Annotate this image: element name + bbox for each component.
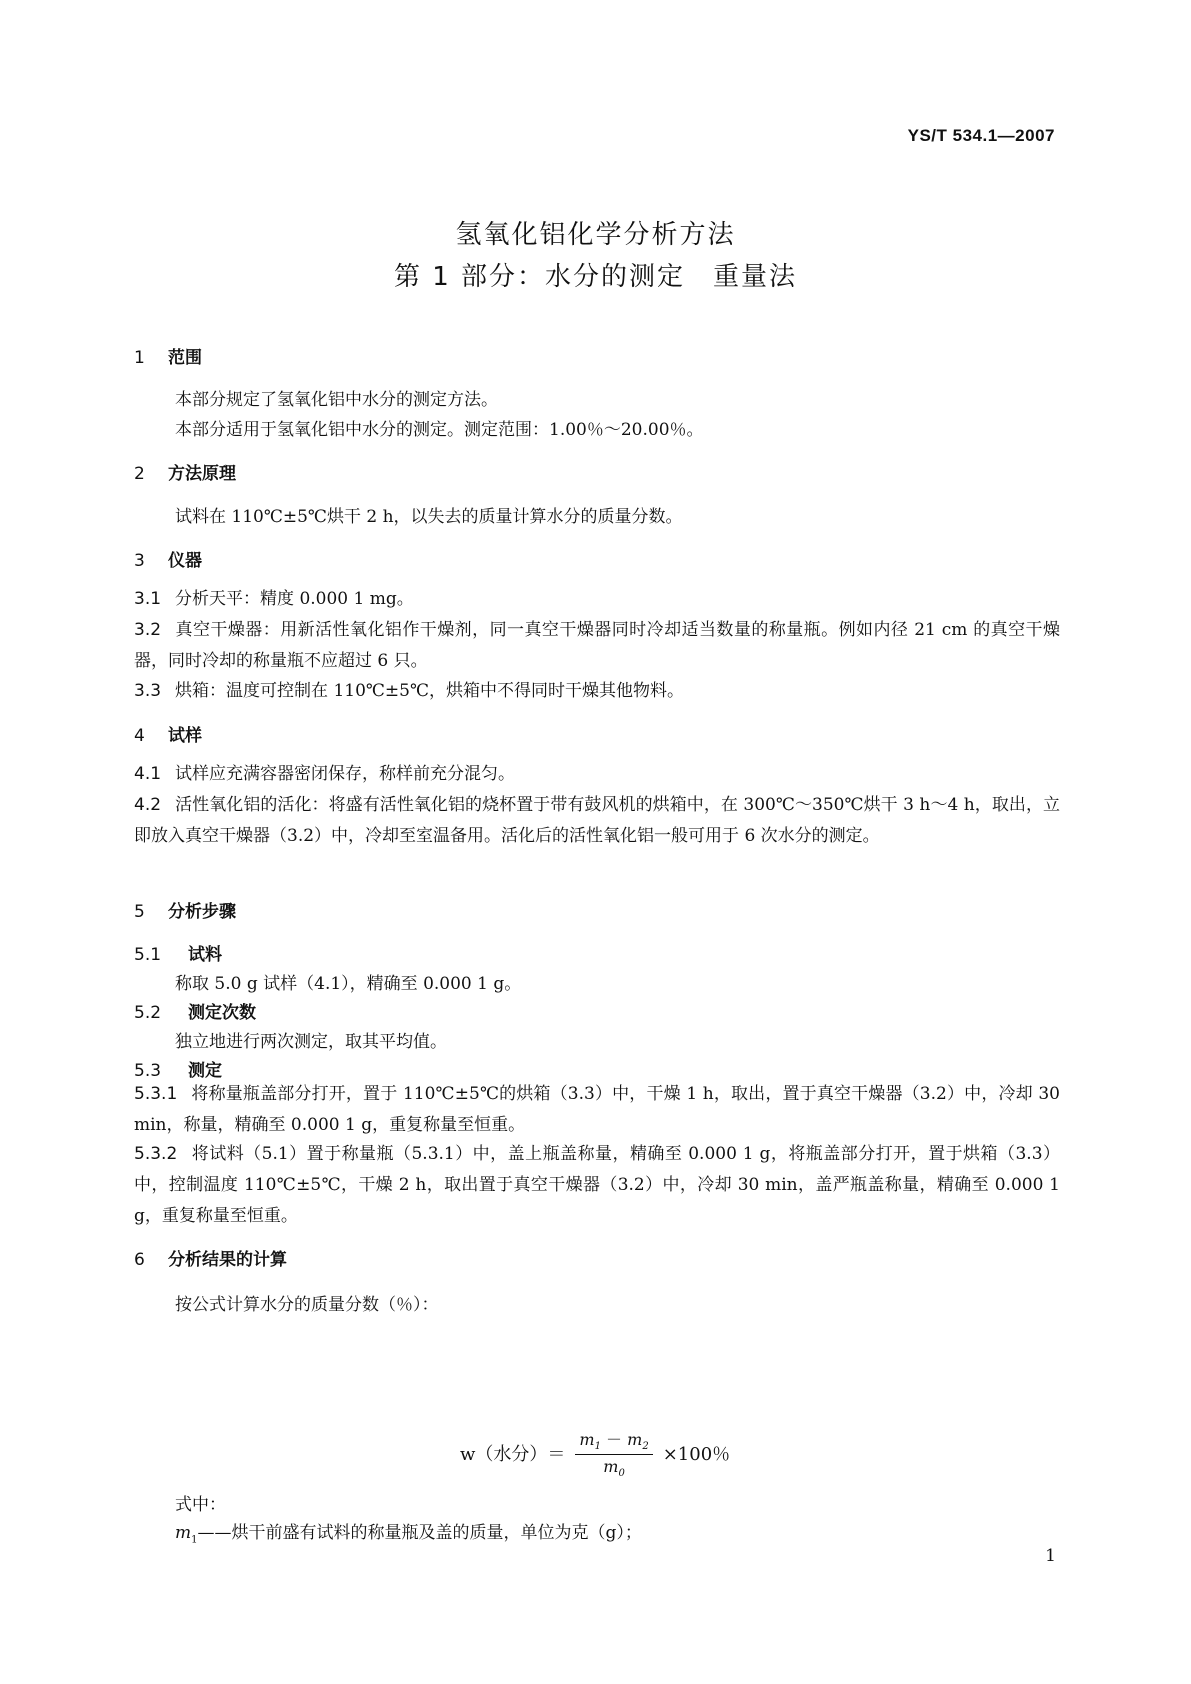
clause <box>134 615 1060 677</box>
clause <box>134 790 1060 852</box>
section-title: 仪器 <box>168 551 202 571</box>
definition-text: ——烘干前盛有试料的称量瓶及盖的质量，单位为克（g）； <box>197 1523 642 1543</box>
clause <box>134 676 1060 707</box>
clause-number: 3.2 <box>134 620 162 640</box>
subsection-heading <box>134 1056 222 1081</box>
clause <box>134 1139 1060 1232</box>
standard-code: YS/T 534.1—2007 <box>907 126 1055 145</box>
section-heading <box>134 459 236 484</box>
document-title: 氢氧化铝化学分析方法 <box>455 220 736 250</box>
symbol-definition <box>175 1518 642 1545</box>
section-title: 方法原理 <box>168 464 236 484</box>
paragraph: 独立地进行两次测定，取其平均值。 <box>175 1032 447 1052</box>
section-number: 3 <box>134 551 145 571</box>
subsection-title: 试料 <box>188 945 222 965</box>
clause <box>134 1079 1060 1141</box>
section-heading <box>134 721 202 746</box>
section-title: 分析步骤 <box>168 902 236 922</box>
section-title: 分析结果的计算 <box>168 1250 287 1270</box>
clause <box>134 759 1060 790</box>
clause-number: 3.3 <box>134 681 162 701</box>
formula-fraction <box>575 1427 652 1479</box>
paragraph: 试料在 110℃±5℃烘干 2 h，以失去的质量计算水分的质量分数。 <box>175 507 683 527</box>
section-number: 6 <box>134 1250 145 1270</box>
section-number: 1 <box>134 348 145 368</box>
subsection-title: 测定 <box>188 1061 222 1081</box>
symbol: m <box>175 1523 192 1543</box>
clause-number: 3.1 <box>134 589 162 609</box>
paragraph: 本部分适用于氢氧化铝中水分的测定。测定范围：1.00％～20.00％。 <box>175 420 704 440</box>
section-heading <box>134 546 202 571</box>
clause <box>134 584 1060 615</box>
section-heading <box>134 343 202 368</box>
clause-number: 4.1 <box>134 764 162 784</box>
subsection-heading <box>134 998 256 1023</box>
paragraph: 称取 5.0 g 试样（4.1），精确至 0.000 1 g。 <box>175 974 522 994</box>
section-title: 范围 <box>168 348 202 368</box>
formula-tail: ×100％ <box>662 1444 731 1465</box>
clause-number: 4.2 <box>134 795 162 815</box>
paragraph: 式中： <box>175 1495 226 1515</box>
clause-text: 将试料（5.1）置于称量瓶（5.3.1）中，盖上瓶盖称量，精确至 0.000 1 g，将瓶盖部分打开，置于烘箱（3.3）中，控制温度 110℃±5℃，干燥 2 h，取出置于真空干燥器（3.2）中，冷却 30 min，盖严瓶盖称量，精确至 0.000 1 g，重复称量至恒重。 <box>134 1144 1060 1226</box>
section-heading <box>134 897 236 922</box>
document-subtitle: 第 1 部分：水分的测定 重量法 <box>393 262 798 292</box>
paragraph: 本部分规定了氢氧化铝中水分的测定方法。 <box>175 390 498 410</box>
moisture-formula <box>460 1428 730 1478</box>
symbol-subscript: 1 <box>191 1534 198 1546</box>
subsection-number: 5.2 <box>134 1003 162 1023</box>
section-number: 4 <box>134 726 145 746</box>
formula-denominator: $m_0$ <box>603 1457 625 1480</box>
formula-numerator: $m_1 - m_2$ <box>575 1427 652 1455</box>
section-title: 试样 <box>168 726 202 746</box>
subsection-title: 测定次数 <box>188 1003 256 1023</box>
clause-text: 真空干燥器：用新活性氧化铝作干燥剂，同一真空干燥器同时冷却适当数量的称量瓶。例如内径 21 cm 的真空干燥器，同时冷却的称量瓶不应超过 6 只。 <box>134 620 1060 671</box>
subsection-heading <box>134 940 222 965</box>
section-heading <box>134 1245 287 1270</box>
clause-text: 烘箱：温度可控制在 110℃±5℃，烘箱中不得同时干燥其他物料。 <box>175 681 684 701</box>
subsection-number: 5.1 <box>134 945 162 965</box>
subsection-number: 5.3 <box>134 1061 162 1081</box>
clause-number: 5.3.2 <box>134 1144 178 1164</box>
clause-text: 将称量瓶盖部分打开，置于 110℃±5℃的烘箱（3.3）中，干燥 1 h，取出，置于真空干燥器（3.2）中，冷却 30 min，称量，精确至 0.000 1 g，重复称量至恒重。 <box>134 1084 1060 1135</box>
section-number: 2 <box>134 464 145 484</box>
clause-text: 活性氧化铝的活化：将盛有活性氧化铝的烧杯置于带有鼓风机的烘箱中，在 300℃～350℃烘干 3 h～4 h，取出，立即放入真空干燥器（3.2）中，冷却至室温备用。活化后的活性氧化铝一般可用于 6 次水分的测定。 <box>134 795 1060 846</box>
formula-lhs: w（水分）＝ <box>460 1444 566 1465</box>
clause-text: 试样应充满容器密闭保存，称样前充分混匀。 <box>175 764 516 784</box>
paragraph: 按公式计算水分的质量分数（％）： <box>175 1295 439 1315</box>
page-number: 1 <box>1045 1546 1056 1566</box>
clause-number: 5.3.1 <box>134 1084 178 1104</box>
clause-text: 分析天平：精度 0.000 1 mg。 <box>175 589 414 609</box>
section-number: 5 <box>134 902 145 922</box>
